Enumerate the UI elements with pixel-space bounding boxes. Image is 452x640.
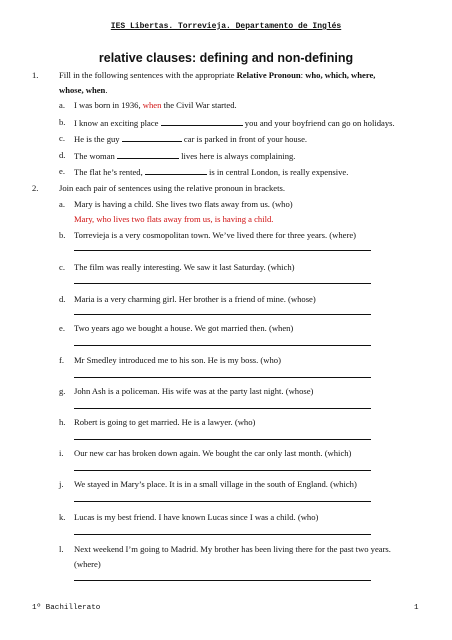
answer-line[interactable] [74, 377, 371, 378]
sentence-text: He is the guy [74, 134, 122, 144]
item-letter: j. [59, 479, 64, 489]
item-letter: e. [59, 323, 65, 333]
sentence-text: is in central London, is really expensive. [206, 167, 349, 177]
item-letter: a. [59, 100, 65, 110]
sentence-2j: We stayed in Mary’s place. It is in a small village in the south of England. (which) [74, 479, 357, 489]
instruction-colon: : [300, 70, 306, 80]
item-letter: i. [59, 448, 64, 458]
sentence-text: The flat he’s rented, [74, 167, 145, 177]
page-header: IES Libertas. Torrevieja. Departamento de Inglés [110, 22, 342, 31]
answer-2a: Mary, who lives two flats away from us, is having a child. [74, 214, 274, 224]
sentence-1a [74, 100, 237, 110]
answer-line[interactable] [74, 501, 371, 502]
item-letter: a. [59, 199, 65, 209]
answer-blank[interactable] [145, 166, 207, 175]
sentence-2l: Next weekend I’m going to Madrid. My brother has been living there for the past two years. [74, 544, 391, 554]
instruction-end: . [105, 85, 108, 95]
answer-line[interactable] [74, 408, 371, 409]
exercise-2-number: 2. [32, 183, 39, 193]
item-letter: c. [59, 133, 65, 143]
sentence-2g: John Ash is a policeman. His wife was at the party last night. (whose) [74, 386, 314, 396]
exercise-2-instruction: Join each pair of sentences using the relative pronoun in brackets. [59, 183, 285, 193]
answer-blank[interactable] [117, 150, 179, 159]
sentence-text: the Civil War started. [161, 100, 237, 110]
sentence-text: I was born in 1936, [74, 100, 143, 110]
answer-line[interactable] [74, 470, 371, 471]
sentence-2i: Our new car has broken down again. We bought the car only last month. (which) [74, 448, 352, 458]
sentence-2h: Robert is going to get married. He is a lawyer. (who) [74, 417, 256, 427]
sentence-text: you and your boyfriend can go on holidays. [242, 118, 395, 128]
sentence-text: car is parked in front of your house. [181, 134, 308, 144]
item-letter: l. [59, 544, 64, 554]
sentence-2k: Lucas is my best friend. I have known Lucas since I was a child. (who) [74, 512, 319, 522]
instruction-bold: Relative Pronoun [236, 70, 301, 80]
page-title: relative clauses: defining and non-defining [98, 51, 354, 65]
item-letter: k. [59, 512, 66, 522]
answer-text: when [142, 100, 162, 110]
instruction-text: Fill in the following sentences with the appropriate [59, 70, 237, 80]
sentence-2f: Mr Smedley introduced me to his son. He is my boss. (who) [74, 355, 281, 365]
footer-course: 1º Bachillerato [32, 604, 101, 612]
item-letter: d. [59, 294, 66, 304]
sentence-2b: Torrevieja is a very cosmopolitan town. We’ve lived there for three years. (where) [74, 230, 357, 240]
answer-blank[interactable] [122, 133, 182, 142]
sentence-1d [74, 150, 295, 161]
exercise-1-instruction-cont [59, 85, 107, 95]
item-letter: b. [59, 230, 66, 240]
sentence-2d: Maria is a very charming girl. Her brother is a friend of mine. (whose) [74, 294, 316, 304]
sentence-text: I know an exciting place [74, 118, 161, 128]
pronoun-list: who, which, where, [305, 70, 376, 80]
answer-line[interactable] [74, 439, 371, 440]
sentence-1b [74, 117, 395, 128]
sentence-1e [74, 166, 348, 177]
answer-line[interactable] [74, 345, 371, 346]
sentence-text: lives here is always complaining. [178, 151, 296, 161]
item-letter: d. [59, 150, 66, 160]
pronoun-list-cont: whose, when [59, 85, 106, 95]
answer-blank[interactable] [161, 117, 243, 126]
sentence-1c [74, 133, 307, 144]
answer-line[interactable] [74, 283, 371, 284]
sentence-2a: Mary is having a child. She lives two flats away from us. (who) [74, 199, 293, 209]
item-letter: g. [59, 386, 66, 396]
answer-line[interactable] [74, 580, 371, 581]
item-letter: f. [59, 355, 65, 365]
sentence-2c: The film was really interesting. We saw it last Saturday. (which) [74, 262, 295, 272]
answer-line[interactable] [74, 314, 371, 315]
sentence-2e: Two years ago we bought a house. We got married then. (when) [74, 323, 294, 333]
item-letter: c. [59, 262, 65, 272]
item-letter: b. [59, 117, 66, 127]
sentence-text: The woman [74, 151, 117, 161]
answer-line[interactable] [74, 250, 371, 251]
sentence-2l-cont: (where) [74, 559, 101, 569]
item-letter: h. [59, 417, 66, 427]
item-letter: e. [59, 166, 65, 176]
exercise-1-number: 1. [32, 70, 39, 80]
exercise-1-instruction [59, 70, 375, 80]
page-number: 1 [414, 604, 419, 612]
answer-line[interactable] [74, 534, 371, 535]
